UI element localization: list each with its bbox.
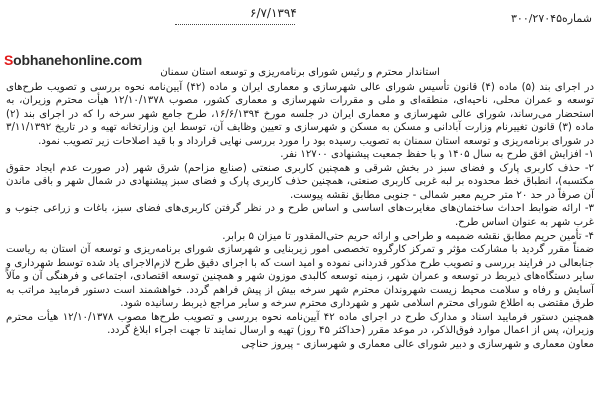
paragraph-appreciation: ضمناً مقرر گردید با مشارکت مؤثر و تمرکز کارگروه تخصصی امور زیربنایی و شهرسازی شورای برنامه‌ریزی و توسعه آن استان به ریاست جنابعالی در فرایند بررسی و تصویب طرح مذکور قدردانی نموده و امید است که با اجرای دقیق طرح لازم‌الاجرای یاد شده توسط شهرداری و سایر دستگاه‌های ذیربط در توسعه و عمران شهر، زمینه توسعه کالبدی موزون شهر و همچنین توسعه اقتصادی، اجتماعی و فرهنگی آن و مآلاً آسایش و رفاه و سلامت محیط زیست شهروندان محترم شهر سرخه بیش از پیش فراهم گردد. خواهشمند است دستور فرمایید مراتب به طرق مقتضی به اطلاع شورای محترم اسلامی شهر و شهرداری محترم سرخه و سایر مراجع ذیربط رسانیده شود. [6, 244, 594, 310]
clause-4: ۴- تأمین حریم مطابق نقشه ضمیمه و طراحی و ارائه حریم حتی‌المقدور تا میزان ۵ برابر. [222, 230, 594, 242]
letter-number: شماره۳۰۰/۲۷۰۴۵ [511, 12, 592, 25]
watermark: Sobhanehonline.com [4, 52, 142, 68]
letter-body [6, 66, 594, 351]
clause-1: ۱- افزایش افق طرح به سال ۱۴۰۵ و با حفظ جمعیت پیشنهادی ۱۲۷۰۰ نفر. [280, 149, 594, 161]
clause-3: ۳- ارائه ضوابط احداث ساختمان‌های مغایرت‌های اساسی و اساس طرح و در نظر گرفتن کاربری‌های فضای سبز، باغات و زراعی جنوب و غرب شهر به عنوان اساس طرح. [6, 203, 594, 229]
header-divider [175, 24, 295, 25]
paragraph-instruction: همچنین دستور فرمایید اسناد و مدارک طرح در اجرای ماده ۴۲ آیین‌نامه نحوه بررسی و تصویب طرح‌ها مصوب ۱۲/۱۰/۱۳۷۸ هیأت محترم وزیران، پس از اعمال موارد فوق‌الذکر، در موعد مقرر (حداکثر ۴۵ روز) تهیه و ارسال نمایند تا جهت اجراء ابلاغ گردد. [6, 311, 595, 337]
clause-2: ۲- حذف کاربری پارک و فضای سبز در بخش شرقی و همچنین کاربری صنعتی (صنایع مزاحم) شرق شهر (در صورت عدم ایجاد حقوق مکتسبه)، انطباق خط محدوده بر لبه غربی کاربری صنعتی، همچنین حذف کاربری پارک و فضای سبز پیشنهادی در شمال شهر و باقی ماندن آن صرفاً در حد ۲۰ متر حریم معبر شمالی - جنوبی مطابق نقشه پیوست. [6, 162, 594, 201]
paragraph-intro: در اجرای بند (۵) ماده (۴) قانون تأسیس شورای عالی شهرسازی و معماری ایران و ماده (۴۲) آیین‌نامه نحوه بررسی و تصویب طرح‌های توسعه و عمران محلی، ناحیه‌ای، منطقه‌ای و ملی و مقررات شهرسازی و معماری کشور، مصوب ۱۲/۱۰/۱۳۷۸ هیأت محترم وزیران، به استحضار می‌رساند، شورای عالی شهرسازی و معماری ایران در جلسه مورخ ۱۶/۶/۱۳۹۴، طرح جامع شهر سرخه را که در اجرای بند (۲) ماده (۳) قانون تغییرنام وزارت آبادانی و مسکن به مسکن و شهرسازی و تعیین وظایف آن، توسط این وزارتخانه تهیه و در تاریخ ۳/۱۱/۱۳۹۲ در شورای برنامه‌ریزی و توسعه استان سمنان به تصویب رسیده بود را مورد بررسی نهایی قرارداد و با قید اصلاحات زیر تصویب نمود. [6, 81, 594, 147]
recipient-line: استاندار محترم و رئیس شورای برنامه‌ریزی و توسعه استان سمنان [160, 67, 440, 78]
letter-header [0, 4, 600, 34]
letter-date: ۶/۷/۱۳۹۴ [250, 6, 297, 20]
signature-line: معاون معماری و شهرسازی و دبیر شورای عالی معماری و شهرسازی - پیروز حناچی [241, 338, 594, 350]
